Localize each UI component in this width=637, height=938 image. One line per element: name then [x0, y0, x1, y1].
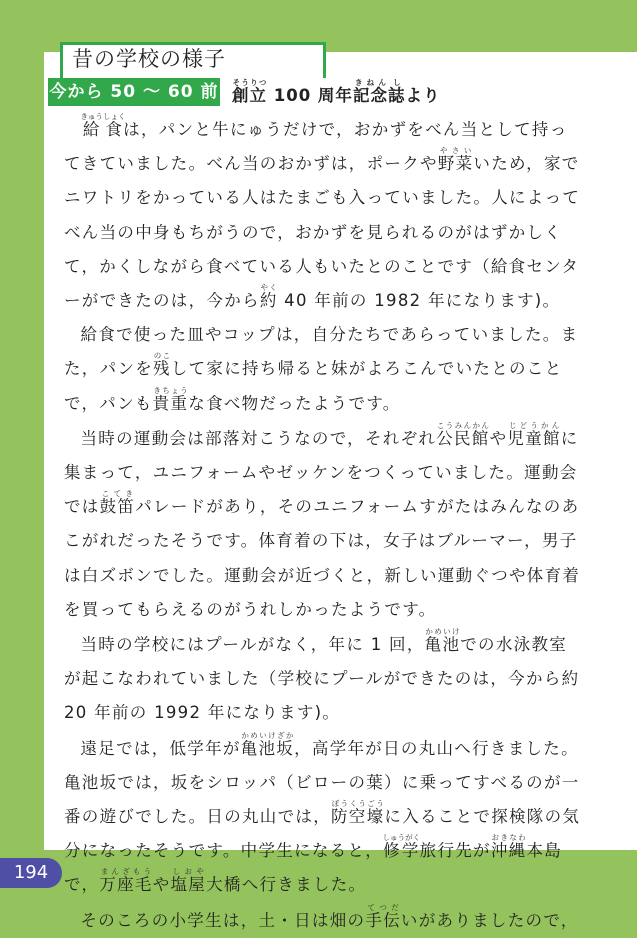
source-subtitle: 創立そうりつ 100 周年記念きねん誌しより [232, 78, 441, 105]
paragraph-sports-day: 当時の運動会は部落対こうなので，それぞれ公民館こうみんかんや児童館じどうかんに集まって，ユニフォームやゼッケンをつくっていました。運動会では鼓笛こてきパレードがあり，そのユニフォームすがたはみんなのあこがれだったそうです。体育着の下は，女子はブルーマー，男子は白ズボンでした。運動会が近づくと，新しい運動ぐつや体育着を買ってもらえるのがうれしかったようです。 [64, 420, 581, 619]
article-body [64, 112, 584, 938]
paragraph-weekends: そのころの小学生は，土・日は畑の手伝てつだいがありましたので， [80, 902, 579, 930]
page-number: 194 [0, 858, 62, 888]
paragraph-swimming: 当時の学校にはプールがなく，年に 1 回，亀池かめいけでの水泳教室が起こなわれていました（学校にプールができたのは，今から約 20 年前の 1992 年になります)。 [64, 627, 580, 723]
page-title: 昔の学校の様子 [72, 47, 226, 71]
paragraph-dishes: 給食で使った皿やコップは，自分たちであらっていました。また，パンを残のこして家に持ち帰ると妹がよろこんでいたとのことで，パンも貴重きちょうな食べ物だったようです。 [64, 325, 579, 413]
era-badge: 今から 50 〜 60 前 [48, 78, 220, 106]
paragraph-lunch: 給食きゅうしょくは，パンと牛にゅうだけで，おかずをべん当として持ってきていました。べん当のおかずは，ポークや野菜やさいいため，家でニワトリをかっている人はたまごも入っていました。人によってべん当の中身もちがうので，おかずを見られるのがはずかしくて，かくしながら食べている人もいたとのことです（給食センターができたのは，今から約やく 40 年前の 1982 年になります)。 [64, 112, 581, 311]
paragraph-excursions: 遠足では，低学年が亀池坂かめいけざか，高学年が日の丸山へ行きました。亀池坂では，坂をシロッパ（ビローの葉）に乗ってすべるのが一番の遊びでした。日の丸山では，防空壕ぼうくうごうに入ることで探検隊の気分になったそうです。中学生になると，修学しゅうがく旅行先が沖縄おきなわ本島で，万座毛まんざもうや塩屋しおや大橋へ行きました。 [64, 730, 581, 895]
